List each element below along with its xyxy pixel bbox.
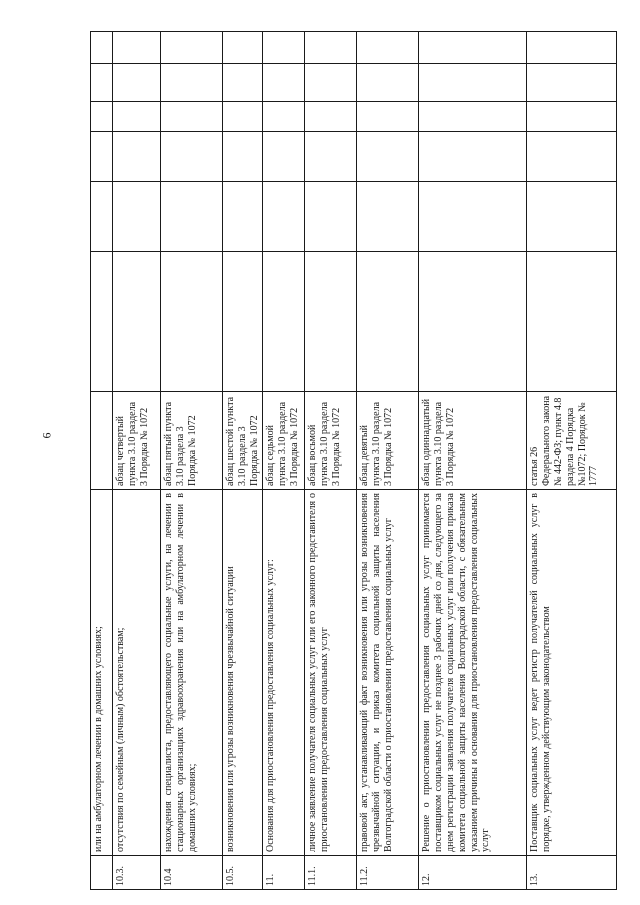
empty-cell bbox=[527, 102, 617, 132]
row-basis: абзац восьмой пункта 3.10 раздела 3 Порядка № 1072 bbox=[305, 392, 357, 490]
row-description: отсутствия по семейным (личным) обстоятельствам; bbox=[113, 490, 161, 856]
empty-cell bbox=[357, 252, 419, 392]
row-basis: абзац шестой пункта 3.10 раздела 3 Порядка № 1072 bbox=[223, 392, 263, 490]
empty-cell bbox=[161, 252, 223, 392]
row-basis: абзац четвертый пункта 3.10 раздела 3 Порядка № 1072 bbox=[113, 392, 161, 490]
empty-cell bbox=[263, 32, 305, 64]
table-row bbox=[113, 32, 161, 890]
page-number: 6 bbox=[39, 432, 54, 439]
empty-cell bbox=[527, 132, 617, 182]
empty-cell bbox=[419, 102, 527, 132]
empty-cell bbox=[305, 32, 357, 64]
empty-cell bbox=[91, 182, 113, 252]
empty-cell bbox=[305, 182, 357, 252]
row-description: личное заявление получателя социальных услуг или его законного представителя о приостановлении предоставления социальных услуг bbox=[305, 490, 357, 856]
empty-cell bbox=[419, 252, 527, 392]
empty-cell bbox=[223, 182, 263, 252]
row-description: возникновения или угрозы возникновения чрезвычайной ситуации bbox=[223, 490, 263, 856]
requirements-table bbox=[90, 31, 617, 890]
empty-cell bbox=[91, 132, 113, 182]
row-description: Поставщик социальных услуг ведет регистр получателей социальных услуг в порядке, утвержденном действующим законодательством bbox=[527, 490, 617, 856]
row-number: 10.3. bbox=[113, 856, 161, 890]
empty-cell bbox=[527, 182, 617, 252]
table-row bbox=[263, 32, 305, 890]
row-basis: статья 26 Федерального закона № 442-ФЗ; пункт 4.8 раздела 4 Порядка №1072; Порядок № 1777 bbox=[527, 392, 617, 490]
empty-cell bbox=[91, 32, 113, 64]
empty-cell bbox=[113, 102, 161, 132]
empty-cell bbox=[419, 64, 527, 102]
row-number: 12. bbox=[419, 856, 527, 890]
row-number: 13. bbox=[527, 856, 617, 890]
empty-cell bbox=[263, 132, 305, 182]
table-row bbox=[527, 32, 617, 890]
empty-cell bbox=[419, 32, 527, 64]
empty-cell bbox=[91, 64, 113, 102]
table-row bbox=[91, 32, 113, 890]
row-number: 11.1. bbox=[305, 856, 357, 890]
empty-cell bbox=[305, 252, 357, 392]
row-basis: абзац девятый пункта 3.10 раздела 3 Порядка № 1072 bbox=[357, 392, 419, 490]
row-number: 11. bbox=[263, 856, 305, 890]
empty-cell bbox=[419, 182, 527, 252]
table-row bbox=[223, 32, 263, 890]
empty-cell bbox=[357, 182, 419, 252]
empty-cell bbox=[263, 182, 305, 252]
empty-cell bbox=[113, 252, 161, 392]
empty-cell bbox=[223, 64, 263, 102]
row-description: Основания для приостановления предоставления социальных услуг: bbox=[263, 490, 305, 856]
empty-cell bbox=[527, 64, 617, 102]
empty-cell bbox=[91, 252, 113, 392]
empty-cell bbox=[263, 64, 305, 102]
row-basis: абзац седьмой пункта 3.10 раздела 3 Порядка № 1072 bbox=[263, 392, 305, 490]
empty-cell bbox=[161, 132, 223, 182]
row-description: правовой акт, устанавливающий факт возникновения или угрозы возникновения чрезвычайной ситуации, и приказ комитета социальной защиты населения Волгоградской области о приостановлении предоставления социальных услуг bbox=[357, 490, 419, 856]
row-number: 10.4 bbox=[161, 856, 223, 890]
rotated-table-container bbox=[90, 32, 616, 890]
table-row bbox=[305, 32, 357, 890]
empty-cell bbox=[263, 252, 305, 392]
empty-cell bbox=[305, 132, 357, 182]
empty-cell bbox=[357, 64, 419, 102]
row-number bbox=[91, 856, 113, 890]
row-number: 10.5. bbox=[223, 856, 263, 890]
table-row bbox=[357, 32, 419, 890]
empty-cell bbox=[161, 182, 223, 252]
empty-cell bbox=[223, 32, 263, 64]
empty-cell bbox=[357, 32, 419, 64]
row-basis bbox=[91, 392, 113, 490]
empty-cell bbox=[113, 32, 161, 64]
row-description: нахождения специалиста, предоставляющего социальные услуги, на лечении в стационарных организациях здравоохранения или на амбулаторном лечении в домашних условиях; bbox=[161, 490, 223, 856]
table-row bbox=[161, 32, 223, 890]
empty-cell bbox=[527, 252, 617, 392]
empty-cell bbox=[161, 102, 223, 132]
row-basis: абзац одиннадцатый пункта 3.10 раздела 3 Порядка № 1072 bbox=[419, 392, 527, 490]
empty-cell bbox=[223, 132, 263, 182]
empty-cell bbox=[223, 252, 263, 392]
empty-cell bbox=[113, 182, 161, 252]
empty-cell bbox=[305, 102, 357, 132]
row-number: 11.2. bbox=[357, 856, 419, 890]
empty-cell bbox=[263, 102, 305, 132]
empty-cell bbox=[419, 132, 527, 182]
empty-cell bbox=[113, 132, 161, 182]
empty-cell bbox=[223, 102, 263, 132]
empty-cell bbox=[357, 102, 419, 132]
row-description: Решение о приостановлении предоставления социальных услуг принимается поставщиком социальных услуг не позднее 3 рабочих дней со дня, следующего за днем регистрации заявления получателя социальных услуг или получения приказа комитета социальной защиты населения Волгоградской области, с обязательным указанием причины и основания для приостановления предоставления социальных услуг bbox=[419, 490, 527, 856]
empty-cell bbox=[91, 102, 113, 132]
table-row bbox=[419, 32, 527, 890]
empty-cell bbox=[113, 64, 161, 102]
row-basis: абзац пятый пункта 3.10 раздела 3 Порядка № 1072 bbox=[161, 392, 223, 490]
empty-cell bbox=[161, 32, 223, 64]
empty-cell bbox=[527, 32, 617, 64]
row-description: или на амбулаторном лечении в домашних условиях; bbox=[91, 490, 113, 856]
empty-cell bbox=[305, 64, 357, 102]
empty-cell bbox=[161, 64, 223, 102]
empty-cell bbox=[357, 132, 419, 182]
